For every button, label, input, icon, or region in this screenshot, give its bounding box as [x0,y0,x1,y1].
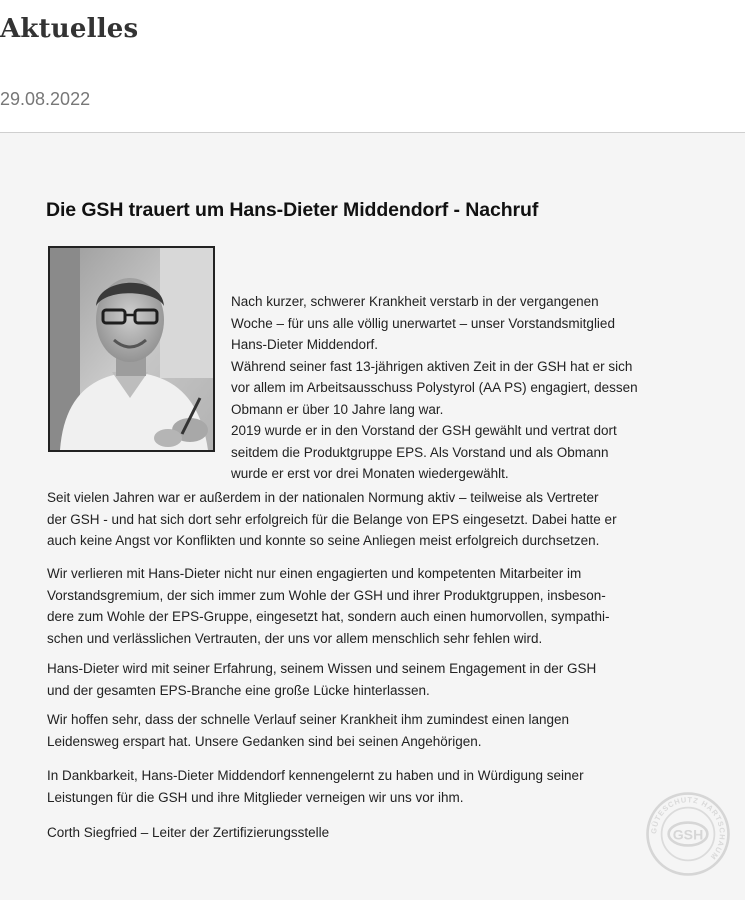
intro-text [231,291,711,485]
intro-line: Hans-Dieter Middendorf. [231,337,379,352]
article-card [0,133,745,900]
paragraph-standardization [47,487,737,552]
post-date: 29.08.2022 [0,89,91,109]
intro-line: Obmann er über 10 Jahre lang war. [231,401,444,417]
paragraph-line: Leidensweg erspart hat. Unsere Gedanken sind bei seinen Angehörigen. [47,733,482,749]
page-title: Aktuelles [0,14,139,44]
paragraph-line: Wir verlieren mit Hans-Dieter nicht nur einen engagierten und kompetenten Mitarbeiter im [47,566,582,581]
paragraph-line: und der gesamten EPS-Branche eine große Lücke hinterlassen. [47,682,430,698]
signature-line: Corth Siegfried – Leiter der Zertifizierungsstelle [47,825,330,840]
paragraph-line: Vorstandsgremium, der sich immer zum Wohle der GSH und ihrer Produktgruppen, insbeson- [47,587,606,603]
seal-center-text: GSH [672,826,704,843]
paragraph-line: Seit vielen Jahren war er außerdem in der nationalen Normung aktiv – teilweise als Vertreter [47,490,599,505]
paragraph-tribute [47,563,737,649]
gsh-seal-icon [644,790,732,878]
intro-line: Nach kurzer, schwerer Krankheit verstarb in der vergangenen [231,294,599,309]
intro-line: wurde er erst vor drei Monaten wiedergewählt. [231,466,509,481]
paragraph-gratitude [47,765,737,808]
paragraph-line: Wir hoffen sehr, dass der schnelle Verlauf seiner Krankheit ihm zumindest einen langen [47,712,570,727]
paragraph-line: der GSH - und hat sich dort sehr erfolgreich für die Belange von EPS eingesetzt. Dabei hatte er [47,511,617,527]
paragraph-line: schen und verlässlichen Vertrauten, der uns vor allem menschlich sehr fehlen wird. [47,630,543,646]
intro-line: seitdem die Produktgruppe EPS. Als Vorstand und als Obmann [231,444,609,460]
intro-line: Woche – für uns alle völlig unerwartet – unser Vorstandsmitglied [231,315,615,331]
paragraph-condolence [47,709,737,752]
seal-ring-text: GÜTESCHUTZ HARTSCHAUM [649,795,727,862]
paragraph-line: auch keine Angst vor Konflikten und konnte so seine Anliegen meist erfolgreich durchsetzen. [47,533,600,548]
portrait-photo [48,246,215,452]
paragraph-legacy [47,658,737,701]
paragraph-line: In Dankbarkeit, Hans-Dieter Middendorf kennengelernt zu haben und in Würdigung seiner [47,768,584,783]
intro-line: vor allem im Arbeitsausschuss Polystyrol (AA PS) engagiert, dessen [231,380,638,395]
intro-line: 2019 wurde er in den Vorstand der GSH gewählt und vertrat dort [231,423,617,438]
article-headline: Die GSH trauert um Hans-Dieter Middendorf - Nachruf [46,199,539,221]
paragraph-line: dere zum Wohle der EPS-Gruppe, eingesetzt hat, sondern auch einen humorvollen, sympathi- [47,609,610,624]
paragraph-line: Leistungen für die GSH und ihre Mitglieder verneigen wir uns vor ihm. [47,789,464,805]
intro-line: Während seiner fast 13-jährigen aktiven Zeit in der GSH hat er sich [231,358,633,374]
signature [47,822,737,844]
portrait-illustration [50,248,213,450]
paragraph-line: Hans-Dieter wird mit seiner Erfahrung, seinem Wissen und seinem Engagement in der GSH [47,661,597,676]
